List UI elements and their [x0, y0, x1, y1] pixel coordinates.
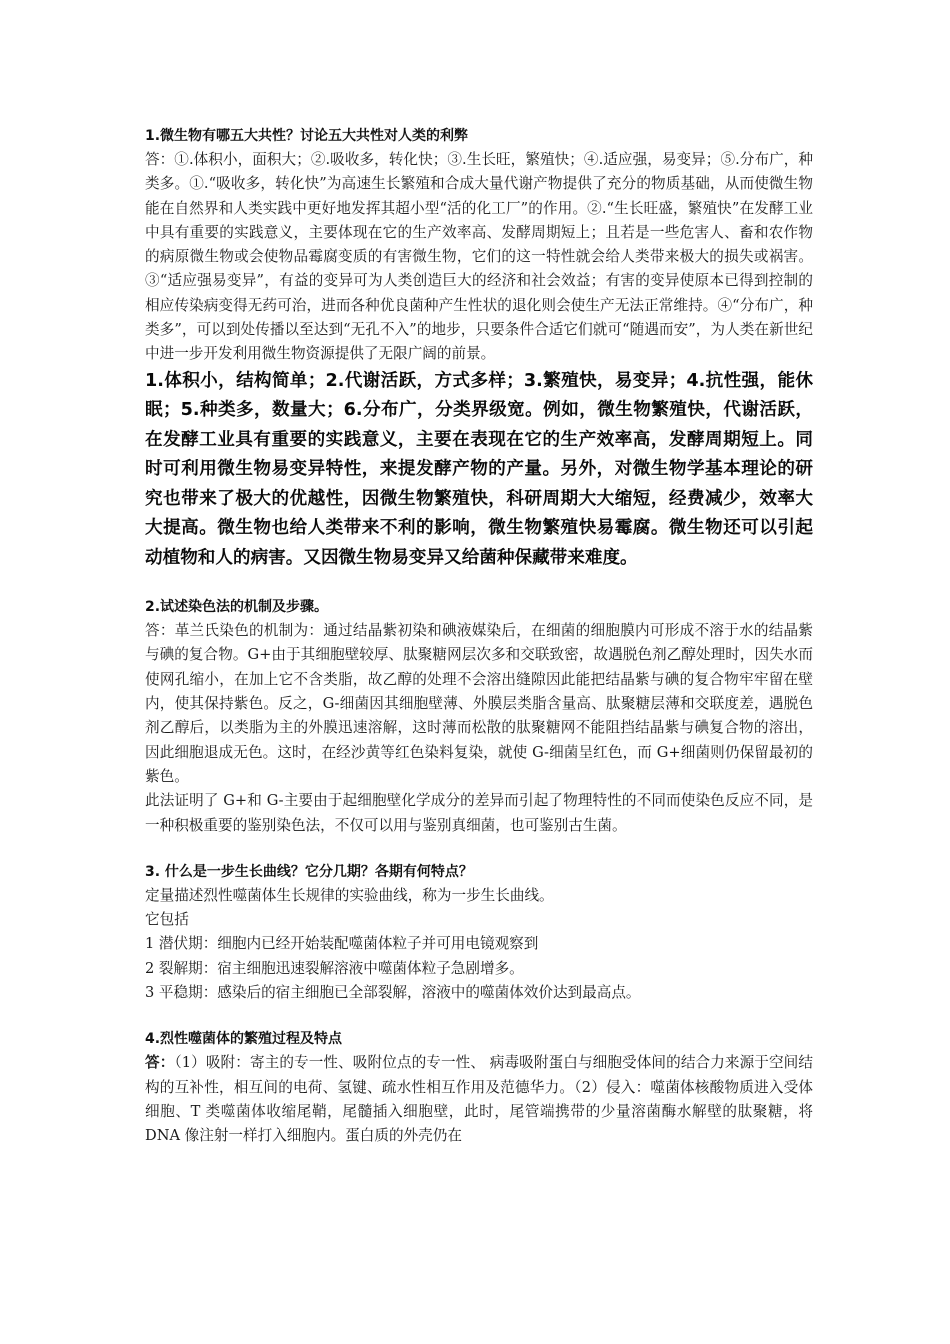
q1-answer: 答：①.体积小，面积大；②.吸收多，转化快；③.生长旺，繁殖快；④.适应强，易变异；⑤.分布广，种类多。①.“吸收多，转化快”为高速生长繁殖和合成大量代谢产物提供了充分的物质基础，从而使微生物能在自然界和人类实践中更好地发挥其超小型“活的化工厂”的作用。②.“生长旺盛，繁殖快”在发酵工业中具有重要的实践意义，主要体现在它的生产效率高、发酵周期短上；且若是一些危害人、畜和农作物的病原微生物或会使物品霉腐变质的有害微生物，它们的这一特性就会给人类带来极大的损失或祸害。③“适应强易变异”，有益的变异可为人类创造巨大的经济和社会效益；有害的变异使原本已得到控制的相应传染病变得无药可治，进而各种优良菌种产生性状的退化则会使生产无法正常维持。④“分布广，种类多”，可以到处传播以至达到“无孔不入”的地步，只要条件合适它们就可“随遇而安”，为人类在新世纪中进一步开发利用微生物资源提供了无限广阔的前景。	[145, 151, 813, 363]
document-content	[145, 124, 813, 1149]
q3-intro: 它包括	[145, 911, 189, 929]
q4-answer-label: 答：	[145, 1054, 175, 1072]
q1-bold-answer: 1.体积小，结构简单；2.代谢活跃，方式多样；3.繁殖快，易变异；4.抗性强，能休眠；5.种类多，数量大；6.分布广，分类界级宽。例如，微生物繁殖快，代谢活跃，在发酵工业具有重要的实践意义，主要在表现在它的生产效率高，发酵周期短上。同时可利用微生物易变异特性，来提发酵产物的产量。另外，对微生物学基本理论的研究也带来了极大的优越性，因微生物繁殖快，科研周期大大缩短，经费减少，效率大大提高。微生物也给人类带来不利的影响，微生物繁殖快易霉腐。微生物还可以引起动植物和人的病害。又因微生物易变异又给菌种保藏带来难度。	[145, 370, 813, 568]
q3-item-burst: 2 裂解期：宿主细胞迅速裂解溶液中噬菌体粒子急剧增多。	[145, 959, 524, 977]
q4-answer	[145, 1051, 813, 1148]
q3-item-latent: 1 潜伏期：细胞内已经开始装配噬菌体粒子并可用电镜观察到	[145, 935, 539, 953]
q2-title: 2.试述染色法的机制及步骤。	[145, 599, 329, 616]
q3-item-plateau: 3 平稳期：感染后的宿主细胞已全部裂解，溶液中的噬菌体效价达到最高点。	[145, 984, 641, 1002]
q2-answer-conclusion: 此法证明了 G+和 G-主要由于起细胞壁化学成分的差异而引起了物理特性的不同而使染色反应不同，是一种积极重要的鉴别染色法，不仅可以用与鉴别真细菌，也可鉴别古生菌。	[145, 792, 813, 834]
q4-title: 4.烈性噬菌体的繁殖过程及特点	[145, 1031, 343, 1048]
q4-answer-text: （1）吸附：寄主的专一性、吸附位点的专一性、 病毒吸附蛋白与细胞受体间的结合力来源于空间结构的互补性，相互间的电荷、氢键、疏水性相互作用及范德华力。（2）侵入：噬菌体核酸物质进入受体细胞、T 类噬菌体收缩尾鞘，尾髓插入细胞壁，此时，尾管端携带的少量溶菌酶水解壁的肽聚糖，将 DNA 像注射一样打入细胞内。蛋白质的外壳仍在	[145, 1054, 813, 1145]
q3-definition: 定量描述烈性噬菌体生长规律的实验曲线，称为一步生长曲线。	[145, 886, 554, 904]
q1-title: 1.微生物有哪五大共性？讨论五大共性对人类的利弊	[145, 128, 469, 144]
q3-title: 3. 什么是一步生长曲线？它分几期？各期有何特点？	[145, 863, 473, 880]
q2-answer: 答：革兰氏染色的机制为：通过结晶紫初染和碘液媒染后，在细菌的细胞膜内可形成不溶于水的结晶紫与碘的复合物。G+由于其细胞壁较厚、肽聚糖网层次多和交联致密，故遇脱色剂乙醇处理时，因失水而使网孔缩小，在加上它不含类脂，故乙醇的处理不会溶出缝隙因此能把结晶紫与碘的复合物牢牢留在壁内，使其保持紫色。反之，G-细菌因其细胞壁薄、外膜层类脂含量高、肽聚糖层薄和交联度差，遇脱色剂乙醇后，以类脂为主的外膜迅速溶解，这时薄而松散的肽聚糖网不能阻挡结晶紫与碘复合物的溶出，因此细胞退成无色。这时，在经沙黄等红色染料复染，就使 G-细菌呈红色，而 G+细菌则仍保留最初的紫色。	[145, 622, 813, 785]
